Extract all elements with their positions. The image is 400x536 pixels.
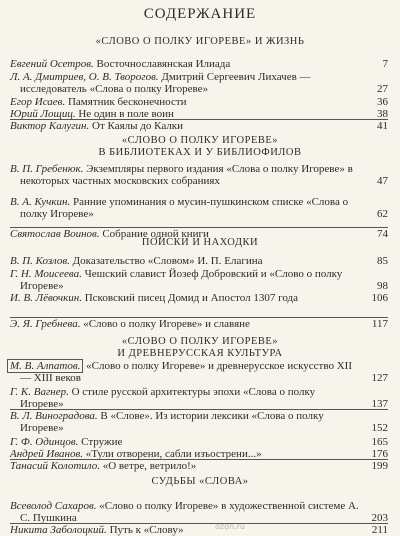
entry-text: [10, 500, 388, 525]
section-heading: ПОИСКИ И НАХОДКИ: [141, 237, 259, 248]
entry-title: Собрание одной книги: [99, 228, 209, 240]
entry-author: Л. А. Дмитриев, О. В. Творогов.: [10, 71, 159, 83]
entry-text: [10, 360, 388, 385]
entry-text: [10, 255, 388, 267]
divider: [10, 227, 388, 228]
entry-title: «О ветре, ветрило!»: [99, 460, 197, 472]
toc-entry[interactable]: [10, 120, 388, 132]
entry-page-number: 203: [371, 512, 388, 525]
toc-entry[interactable]: [10, 386, 388, 411]
entry-page-number: 127: [371, 372, 388, 385]
entry-author: И. В. Лёвочкин.: [10, 292, 82, 304]
divider: [10, 409, 388, 410]
entry-author: Святослав Воинов.: [10, 228, 100, 240]
divider: [10, 523, 388, 524]
entry-text: [10, 268, 388, 293]
entry-text: [10, 386, 388, 411]
entry-text: [10, 436, 388, 448]
toc-entry[interactable]: [10, 460, 388, 472]
entry-author: В. П. Козлов.: [10, 255, 70, 267]
entry-text: [10, 71, 388, 96]
entry-page-number: 85: [377, 255, 388, 267]
entry-title: Стружие: [78, 436, 123, 448]
entry-page-number: 36: [377, 96, 388, 108]
entry-author: Танасий Колотило.: [10, 460, 100, 472]
toc-entry[interactable]: [10, 255, 388, 267]
entry-page-number: 211: [371, 524, 388, 536]
entry-title: Памятник бесконечности: [65, 96, 187, 108]
toc-entry[interactable]: [10, 163, 388, 188]
entry-title: В «Слове». Из истории лексики «Слова о полку Игореве»: [20, 410, 324, 435]
toc-entry[interactable]: [10, 524, 388, 536]
toc-entry[interactable]: [10, 436, 388, 448]
divider: [10, 317, 388, 318]
entry-text: [10, 318, 388, 330]
entry-title: «Тули отворени, сабли изъострени...»: [83, 448, 262, 460]
entry-title: Ранние упоминания о мусин-пушкинском списке «Слова о полку Игореве»: [20, 196, 349, 221]
entry-page-number: 38: [377, 108, 388, 120]
toc-entry[interactable]: [10, 71, 388, 96]
entry-page-number: 117: [371, 318, 388, 330]
section-heading: «СЛОВО О ПОЛКУ ИГОРЕВЕ»: [121, 135, 279, 146]
entry-page-number: 98: [377, 280, 388, 293]
entry-author: Э. Я. Гребнева.: [10, 318, 81, 330]
section-heading: СУДЬБЫ «СЛОВА»: [151, 476, 249, 487]
entry-text: [10, 120, 388, 132]
entry-author: Г. К. Вагнер.: [10, 386, 69, 398]
entry-author: Всеволод Сахаров.: [10, 500, 97, 512]
entry-text: [10, 96, 388, 108]
toc-entry[interactable]: [10, 196, 388, 221]
entry-page-number: 137: [371, 398, 388, 411]
entry-title: Восточнославянская Илиада: [93, 58, 231, 70]
entry-page-number: 106: [371, 292, 388, 304]
entry-title: «Слово о полку Игореве» и древнерусское искусство XII — XIII веков: [20, 360, 352, 385]
entry-author: Никита Заболоцкий.: [10, 524, 107, 536]
toc-entry[interactable]: [10, 500, 388, 525]
entry-text: [10, 410, 388, 435]
section-heading: В БИБЛИОТЕКАХ И У БИБЛИОФИЛОВ: [98, 147, 302, 158]
toc-entry[interactable]: [10, 292, 388, 304]
entry-page-number: 47: [377, 175, 388, 188]
entry-title: От Каялы до Калки: [89, 120, 184, 132]
entry-title: Доказательство «Словом» И. П. Елагина: [69, 255, 263, 267]
section-heading: «СЛОВО О ПОЛКУ ИГОРЕВЕ»: [121, 336, 279, 347]
entry-title: Псковский писец Домид и Апостол 1307 года: [81, 292, 299, 304]
entry-page-number: 74: [377, 228, 388, 240]
entry-text: [10, 460, 388, 472]
toc-entry[interactable]: [10, 268, 388, 293]
entry-title: «Слово о полку Игореве» в художественной системе А. С. Пушкина: [20, 500, 359, 525]
entry-title: Чешский славист Йозеф Добровский и «Слово о полку Игореве»: [20, 268, 343, 293]
toc-entry[interactable]: [10, 96, 388, 108]
toc-entry[interactable]: [10, 410, 388, 435]
entry-author: Г. Н. Моисеева.: [10, 268, 82, 280]
entry-author: Евгений Осетров.: [10, 58, 94, 70]
section-heading: И ДРЕВНЕРУССКАЯ КУЛЬТУРА: [117, 348, 283, 359]
entry-author: М. В. Алпатов.: [7, 359, 83, 373]
section-heading: «СЛОВО О ПОЛКУ ИГОРЕВЕ» И ЖИЗНЬ: [95, 36, 305, 47]
entry-text: [10, 196, 388, 221]
watermark: ozon.ru: [215, 522, 245, 531]
entry-author: Андрей Иванов.: [10, 448, 83, 460]
entry-author: В. Л. Виноградова.: [10, 410, 98, 422]
entry-author: Егор Исаев.: [10, 96, 66, 108]
entry-page-number: 199: [371, 460, 388, 472]
entry-author: Г. Ф. Одинцов.: [10, 436, 79, 448]
divider: [10, 459, 388, 460]
entry-page-number: 62: [377, 208, 388, 221]
entry-author: Юрий Лощиц.: [10, 108, 76, 120]
entry-author: В. А. Кучкин.: [10, 196, 71, 208]
entry-title: Дмитрий Сергеевич Лихачев — исследователь «Слова о полку Игореве»: [20, 71, 311, 96]
entry-text: [10, 524, 388, 536]
entry-text: [10, 292, 388, 304]
entry-page-number: 152: [371, 422, 388, 435]
entry-text: [10, 58, 388, 70]
toc-entry[interactable]: [10, 58, 388, 70]
entry-title: Не один в поле воин: [75, 108, 174, 120]
entry-page-number: 176: [371, 448, 388, 460]
entry-title: Путь к «Слову»: [106, 524, 184, 536]
entry-page-number: 165: [371, 436, 388, 448]
toc-entry[interactable]: [10, 360, 388, 385]
entry-text: [10, 163, 388, 188]
entry-page-number: 27: [377, 83, 388, 96]
entry-page-number: 7: [382, 58, 388, 70]
entry-title: Экземпляры первого издания «Слова о полку Игореве» в некоторых частных московских собраниях: [20, 163, 353, 188]
entry-title: О стиле русской архитектуры эпохи «Слова о полку Игореве»: [20, 386, 316, 411]
page-title: СОДЕРЖАНИЕ: [143, 6, 257, 22]
entry-page-number: 41: [377, 120, 388, 132]
entry-author: Виктор Калугин.: [10, 120, 90, 132]
entry-title: «Слово о полку Игореве» и славяне: [80, 318, 250, 330]
toc-entry[interactable]: [10, 318, 388, 330]
divider: [10, 119, 388, 120]
entry-author: В. П. Гребенюк.: [10, 163, 84, 175]
